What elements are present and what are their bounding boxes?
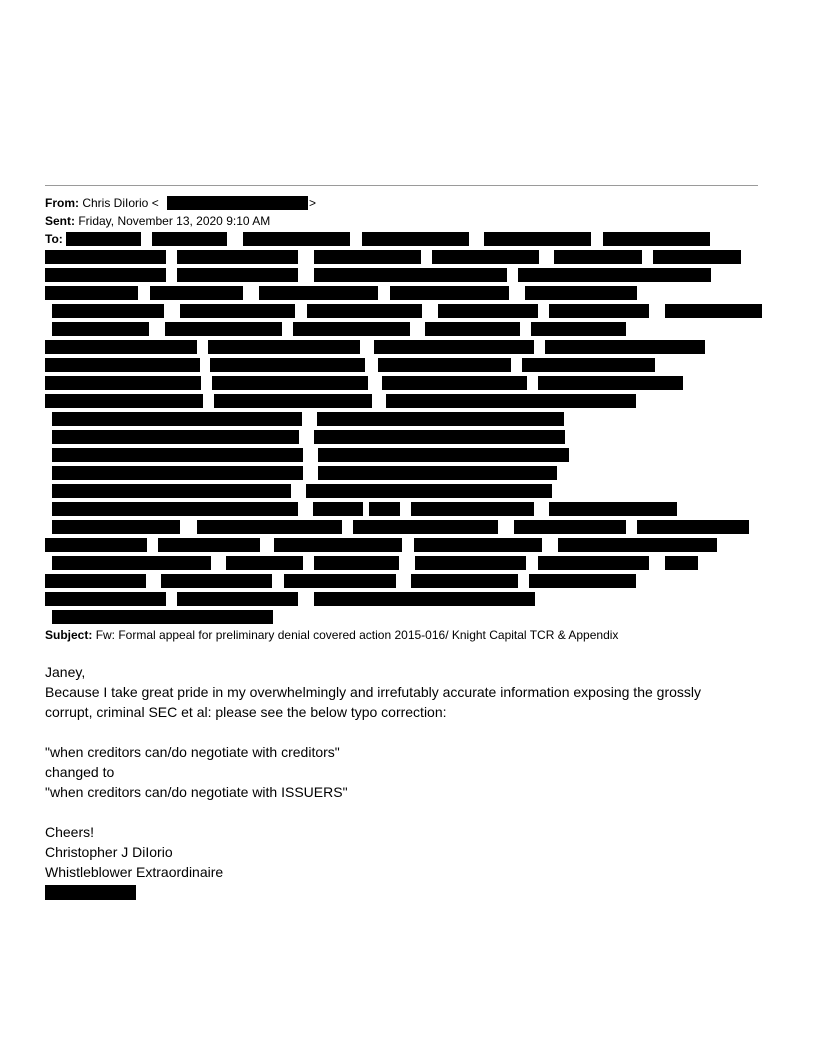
redaction — [545, 340, 705, 354]
redaction — [554, 250, 642, 264]
redaction — [314, 592, 535, 606]
redaction — [318, 448, 569, 462]
redaction — [214, 394, 372, 408]
quote-original: "when creditors can/do negotiate with creditors" — [45, 744, 340, 760]
to-label: To: — [45, 232, 63, 246]
redaction — [306, 484, 552, 498]
paragraph-line: corrupt, criminal SEC et al: please see the below typo correction: — [45, 704, 447, 720]
redaction — [45, 376, 201, 390]
redaction — [314, 556, 399, 570]
redaction — [484, 232, 591, 246]
redaction — [177, 268, 298, 282]
from-label: From: — [45, 196, 79, 210]
redaction — [414, 538, 542, 552]
redaction — [525, 286, 637, 300]
redaction — [45, 538, 147, 552]
redaction — [665, 304, 762, 318]
redaction — [382, 376, 527, 390]
redaction — [210, 358, 365, 372]
redaction — [522, 358, 655, 372]
redaction — [314, 250, 421, 264]
from-line — [45, 195, 159, 211]
redaction — [66, 232, 141, 246]
redaction — [314, 430, 565, 444]
redaction — [438, 304, 538, 318]
redaction — [518, 268, 711, 282]
redaction — [313, 502, 363, 516]
redaction-from-email — [167, 196, 308, 210]
redaction — [45, 340, 197, 354]
redaction — [52, 466, 303, 480]
redaction — [45, 286, 138, 300]
redaction — [514, 520, 626, 534]
subject-value: Fw: Formal appeal for preliminary denial covered action 2015-016/ Knight Capital TCR & Appendix — [95, 628, 619, 642]
redaction — [45, 394, 203, 408]
redaction — [293, 322, 410, 336]
subject-line — [45, 627, 618, 643]
redaction — [637, 520, 749, 534]
redaction — [374, 340, 534, 354]
redaction — [52, 322, 149, 336]
redaction — [411, 502, 534, 516]
to-label-line — [45, 231, 63, 247]
from-lt: < — [151, 196, 159, 210]
redaction — [318, 466, 557, 480]
redaction — [226, 556, 303, 570]
quote-corrected: "when creditors can/do negotiate with ISSUERS" — [45, 784, 348, 800]
redaction — [549, 502, 677, 516]
sent-value: Friday, November 13, 2020 9:10 AM — [78, 214, 271, 228]
redaction — [208, 340, 360, 354]
redaction — [558, 538, 717, 552]
redaction — [52, 448, 303, 462]
redaction — [415, 556, 526, 570]
redaction — [432, 250, 539, 264]
redaction — [52, 520, 180, 534]
redaction — [165, 322, 282, 336]
redaction — [317, 412, 564, 426]
redaction — [549, 304, 649, 318]
sent-line — [45, 213, 270, 229]
redaction — [52, 304, 164, 318]
redaction — [52, 484, 291, 498]
redaction — [362, 232, 469, 246]
redaction — [307, 304, 422, 318]
redaction — [177, 592, 298, 606]
redaction — [353, 520, 498, 534]
subject-label: Subject: — [45, 628, 93, 642]
redaction-signature — [45, 885, 136, 900]
redaction — [52, 502, 298, 516]
redaction — [177, 250, 298, 264]
redaction — [45, 268, 166, 282]
redaction — [274, 538, 402, 552]
redaction — [52, 430, 299, 444]
redaction — [45, 358, 200, 372]
redaction — [386, 394, 636, 408]
redaction — [152, 232, 227, 246]
redaction — [390, 286, 509, 300]
redaction — [284, 574, 396, 588]
redaction — [45, 574, 146, 588]
redaction — [45, 250, 166, 264]
redaction — [369, 502, 400, 516]
sent-label: Sent: — [45, 214, 75, 228]
redaction — [150, 286, 243, 300]
signature-title: Whistleblower Extraordinaire — [45, 864, 224, 880]
redaction — [52, 412, 302, 426]
from-gt: > — [309, 196, 317, 210]
redaction — [197, 520, 342, 534]
paragraph-line: Because I take great pride in my overwhelmingly and irrefutably accurate information exposing the grossly — [45, 684, 701, 700]
redaction — [52, 556, 211, 570]
redaction — [653, 250, 741, 264]
signature-name: Christopher J DiIorio — [45, 844, 173, 860]
redaction — [529, 574, 636, 588]
redaction — [603, 232, 710, 246]
redaction — [411, 574, 518, 588]
redaction — [243, 232, 350, 246]
redaction — [212, 376, 368, 390]
redaction — [538, 556, 649, 570]
greeting: Janey, — [45, 664, 86, 680]
redaction — [161, 574, 272, 588]
redaction — [52, 610, 273, 624]
redaction — [314, 268, 507, 282]
redaction — [531, 322, 626, 336]
closing: Cheers! — [45, 824, 95, 840]
redaction — [538, 376, 683, 390]
redaction — [45, 592, 166, 606]
redaction — [378, 358, 511, 372]
redaction — [158, 538, 260, 552]
from-name: Chris DiIorio — [82, 196, 149, 210]
redaction — [180, 304, 295, 318]
header-divider — [45, 185, 758, 186]
changed-to: changed to — [45, 764, 115, 780]
redaction — [259, 286, 378, 300]
redaction — [425, 322, 520, 336]
redaction — [665, 556, 698, 570]
